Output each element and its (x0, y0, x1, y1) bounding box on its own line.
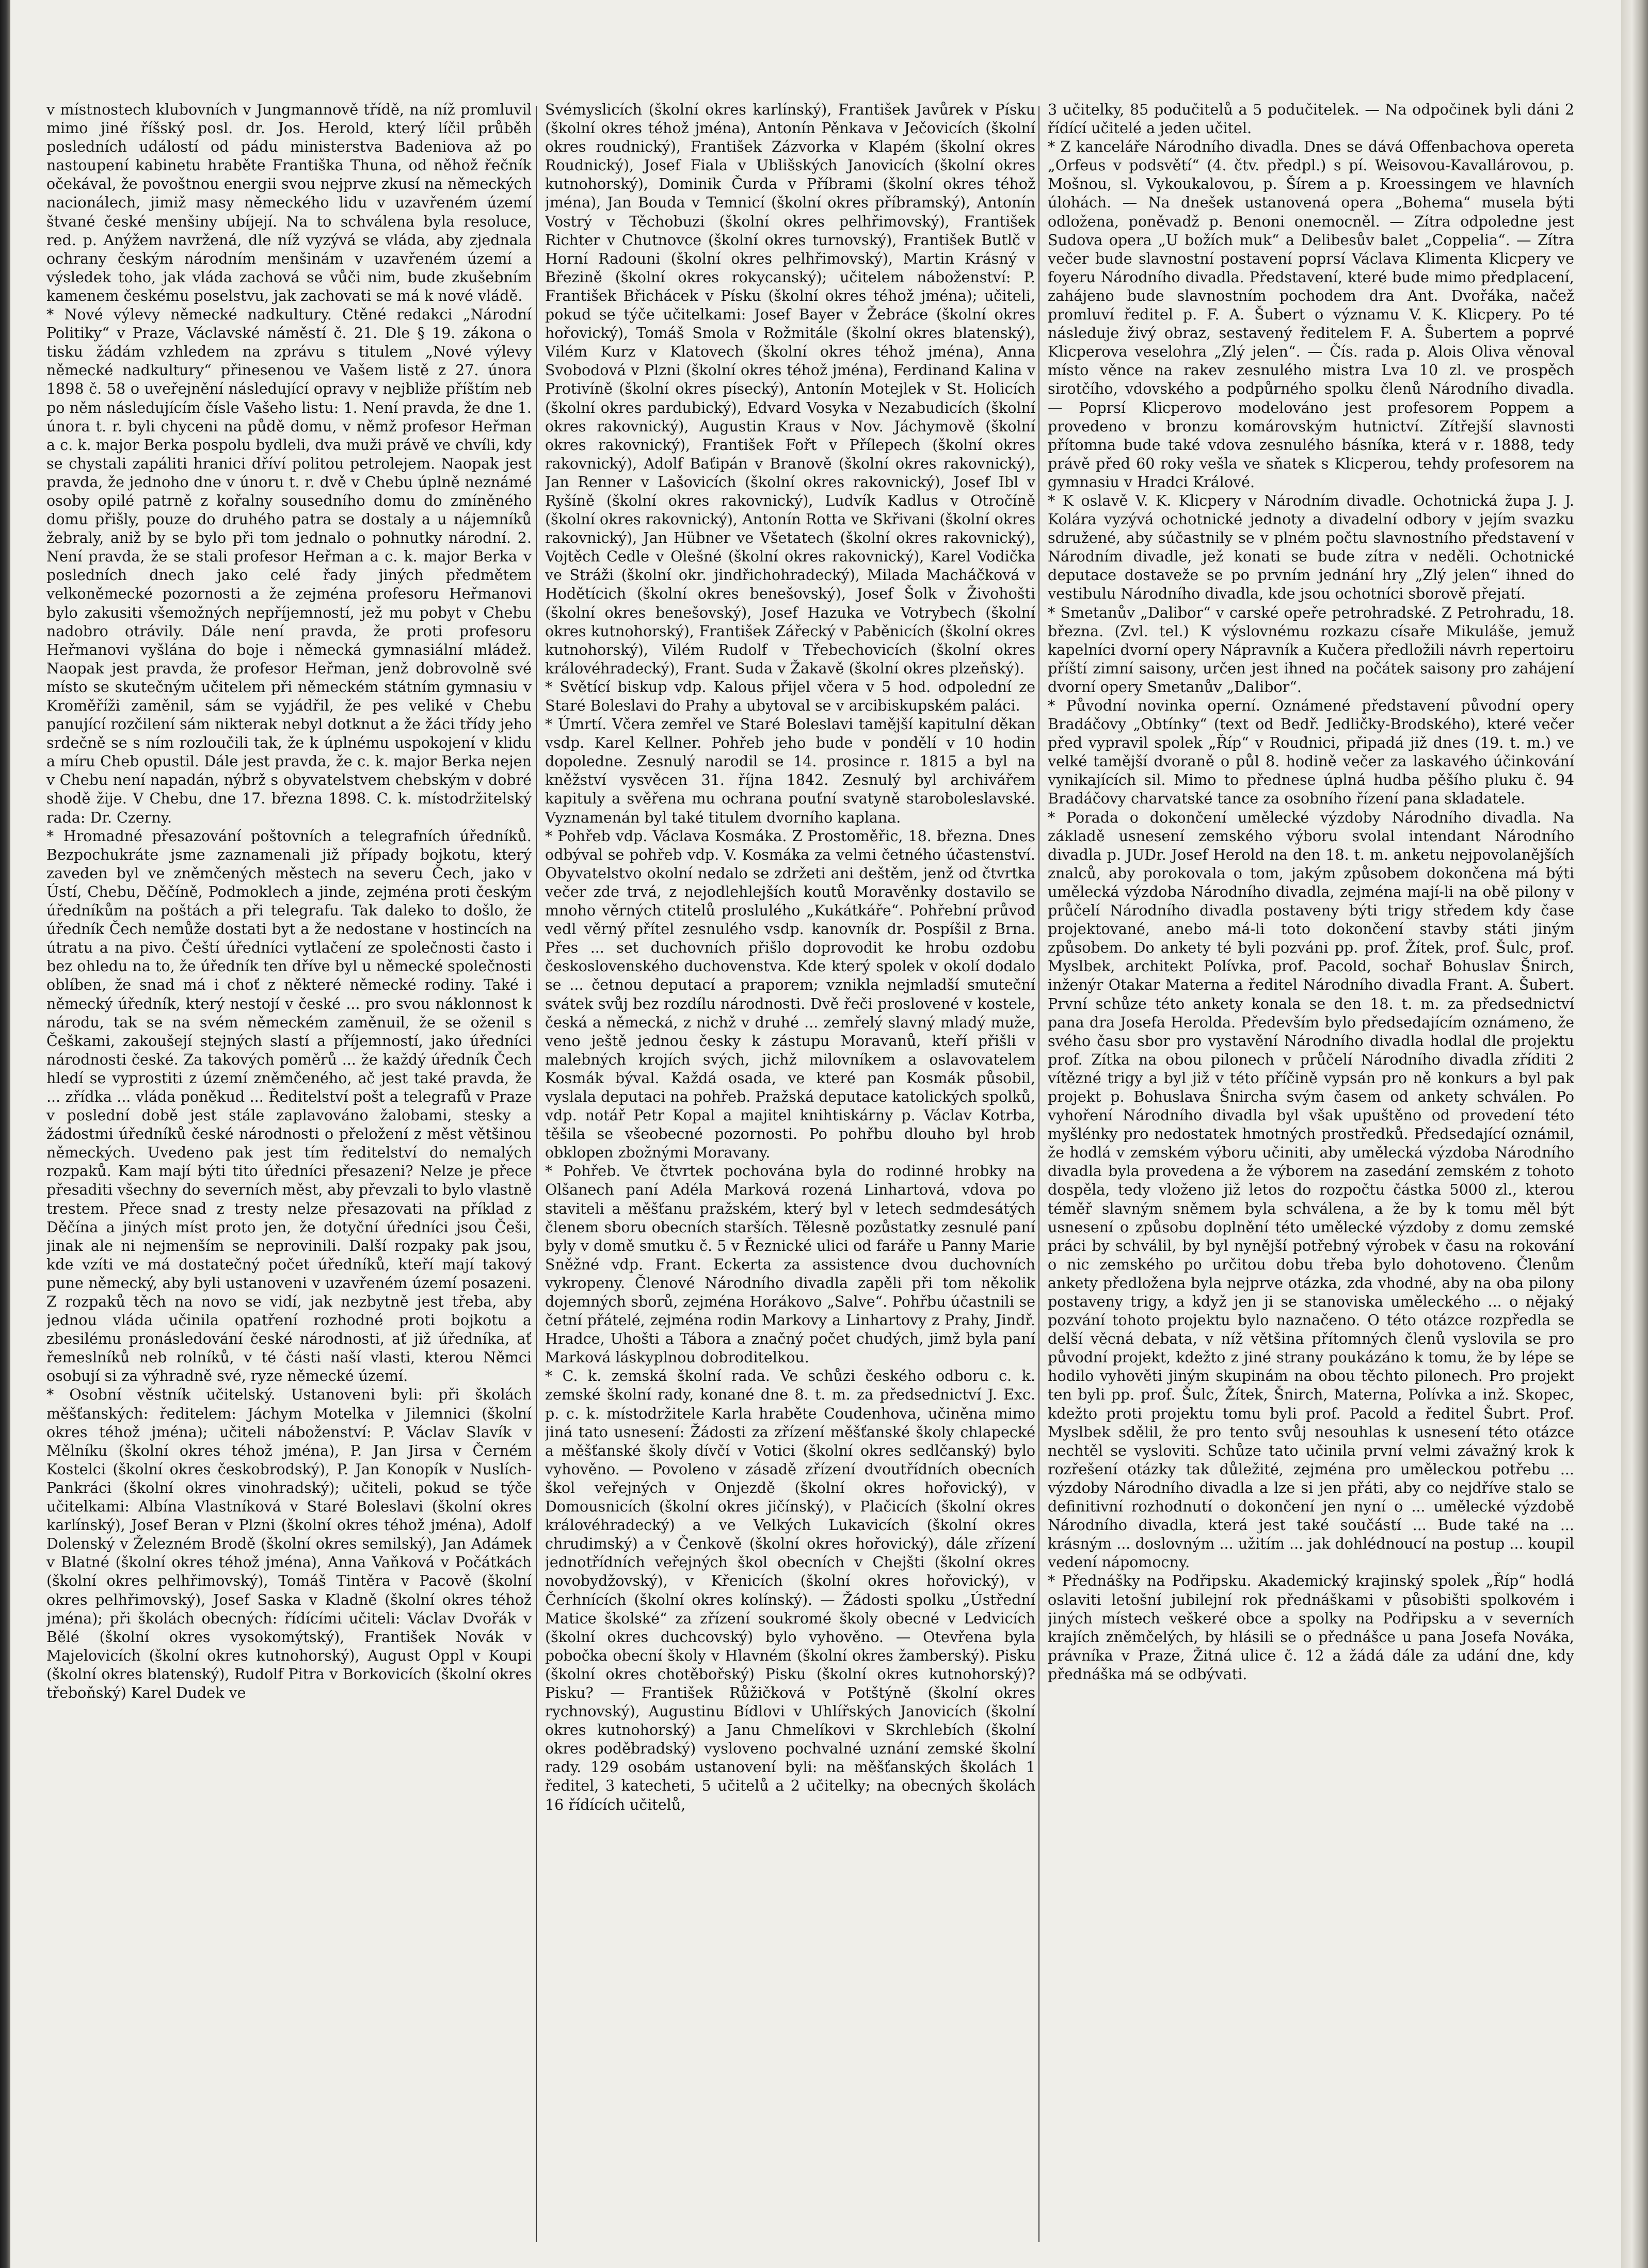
scan-shadow-right (1621, 0, 1648, 2268)
column-1 (46, 101, 532, 2255)
scan-shadow-left (0, 0, 10, 2268)
column-rule (1038, 106, 1039, 2242)
article-paragraph: * C. k. zemská školní rada. Ve schůzi českého odboru c. k. zemské školní rady, konané dne 8. t. m. za předsednictví J. Exc. p. c. k. místodržitele Karla hraběte Coudenhova, učiněna mimo jiná tato usnesení: Žádosti za zřízení měšťanské školy chlapecké a měšťanské školy dívčí v Votici (školní okres sedlčanský) bylo vyhověno. — Povoleno v zásadě zřízení dvoutřídních obecních škol veřejných v Onjezdě (školní okres hořovický), v Domousnicích (školní okres jičínský), v Plačicích (školní okres královéhradecký) a ve Velkých Lukavicích (školní okres chrudimský) a v Čenkově (školní okres hořovický), dále zřízení jednotřídních veřejných škol obecních v Chejšti (školní okres novobydžovský), v Křenicích (školní okres hořovický), v Čerhnících (školní okres kolínský). — Žádosti spolku „Ústřední Matice školské“ za zřízení soukromé školy obecné v Ledvicích (školní okres duchcovský) bylo vyhověno. — Otevřena byla pobočka obecní školy v Hlavném (školní okres žamberský). Pisku (školní okres chotěbořský) Pisku (školní okres kutnohorský)? Pisku? — František Růžičková v Potštýně (školní okres rychnovský), Augustinu Bídlovi v Uhlířských Janovicích (školní okres kutnohorský) a Janu Chmelíkovi v Skrchlebích (školní okres poděbradský) vysloveno pochvalné uznání zemské školní rady. 129 osobám ustanovení byli: na měšťanských školách 1 ředitel, 3 katecheti, 5 učitelů a 2 učitelky; na obecných školách 16 řídících učitelů, (545, 1368, 1035, 1813)
article-paragraph: * Pohřeb. Ve čtvrtek pochována byla do rodinné hrobky na Olšanech paní Adéla Marková rozená Linhartová, vdova po staviteli a měšťanu pražském, který byl v letech sedmdesátých členem sboru obecních starších. Tělesně pozůstatky zesnulé paní byly v domě smutku č. 5 v Řeznické ulici od faráře u Panny Marie Sněžné vdp. Frant. Eckerta za assistence dvou duchovních vykropeny. Členové Národního divadla zapěli při tom několik dojemných sborů, zejména Horákovo „Salve“. Pohřbu účastnili se četní přátelé, zejména rodin Markovy a Linhartovy z Prahy, Jindř. Hradce, Uhošti a Tábora a značný počet chudých, jimž byla paní Marková láskyplnou dobroditelkou. (545, 1163, 1035, 1366)
article-paragraph: * Porada o dokončení umělecké výzdoby Národního divadla. Na základě usnesení zemského výboru svolal intendant Národního divadla p. JUDr. Josef Herold na den 18. t. m. anketu nejpovolanějších znalců, aby porokovala o tom, jakým způsobem dokončena má býti umělecká výzdoba Národního divadla, zejména mají-li na obě pilony v průčelí Národního divadla postaveny býti trigy středem kdy čase projektované, anebo má-li toto dokončení stavby státi jiným způsobem. Do ankety té byli pozváni pp. prof. Žítek, prof. Šulc, prof. Myslbek, architekt Polívka, prof. Pacold, sochař Bohuslav Šnirch, inženýr Otakar Materna a ředitel Národního divadla Frant. A. Šubert. První schůze této ankety konala se den 18. t. m. za předsednictví pana dra Josefa Herolda. Především bylo předsedajícím oznámeno, že svého času sbor pro vystavění Národního divadla hodlal dle projektu prof. Zítka na obou pilonech v průčelí Národního divadla zříditi 2 vítězné trigy a byl již v této příčině vypsán pro ně konkurs a byl pak projekt p. Bohuslava Šnircha svým časem od ankety schválen. Po vyhoření Národního divadla byl však upuštěno od provedení této myšlénky pro nedostatek hmotných prostředků. Předsedající oznámil, že hodlá v zemském výboru učiniti, aby umělecká výzdoba Národního divadla byla provedena a že výborem na zasedání zemském z tohoto dospěla, tedy vloženo již letos do rozpočtu částka 5000 zl., kterou téměř slavným sněmem byla schválena, a že by k tomu měl být usnesení o způsobu doplnění této umělecké výzdoby z domu zemské práci by schválil, by byl nynější potřebný výrobek v času na rokování o nic zemského po určitou dobu třeba bylo dohotoveno. Členům ankety předložena byla nejprve otázka, zda vhodné, aby na oba pilony postaveny trigy, a když jen ji se stanoviska uměleckého ... o nějaký pozvání tohoto projektu bylo naznačeno. O této otázce rozpředla se delší věcná debata, v níž většina přítomných členů vyslovila se pro původní projekt, kdežto z jiné strany poukázáno k tomu, že by lépe se hodilo vyhověti jiným skupinám na obou těchto pilonech. Pro projekt ten byli pp. prof. Šulc, Žítek, Šnirch, Materna, Polívka a inž. Skopec, kdežto proti projektu tomu byli prof. Pacold a ředitel Šubrt. Prof. Myslbek sdělil, že pro tento svůj nesouhlas k usnesení této otázce nechtěl se vysloviti. Schůze tato učinila první velmi závažný krok k rozřešení otázky tak důležité, zejména pro uměleckou potřebu ... výzdoby Národního divadla a lze si jen přáti, aby co nejdříve stalo se definitivní rozhodnutí o dokončení jen nyní o ... umělecké výzdobě Národního divadla, která jest také součástí ... Bude také na ... krásným ... doslovným ... užitím ... jak dohlédnoucí na postup ... koupil vedení nápomocny. (1048, 809, 1574, 1571)
article-paragraph: * Úmrtí. Včera zemřel ve Staré Boleslavi tamější kapitulní děkan vsdp. Karel Kellner. Pohřeb jeho bude v pondělí v 10 hodin dopoledne. Zesnulý narodil se 14. prosince r. 1815 a byl na kněžství vysvěcen 31. října 1842. Zesnulý byl archivářem kapituly a svěřena mu ochrana pouťní svatyně staroboleslavské. Vyznamenán byl také titulem dvorního kaplana. (545, 716, 1035, 826)
article-paragraph: Svémyslicích (školní okres karlínský), František Javůrek v Písku (školní okres téhož jména), Antonín Pěnkava v Ječovicích (školní okres roudnický), František Zázvorka v Klapém (školní okres Roudnický), Josef Fiala v Ublišských Janovicích (školní okres kutnohorský), Dominik Čurda v Příbrami (školní okres téhož jména), Jan Bouda v Temnicí (školní okres příbramský), Antonín Vostrý v Těchobuzi (školní okres pelhřimovský), František Richter v Chutnovce (školní okres turnovský), František Butlč v Horní Radouni (školní okres pelhřimovský), Martin Krásný v Březině (školní okres rokycanský); učitelem náboženství: P. František Břichácek v Písku (školní okres téhož jména); učiteli, pokud se týče učitelkami: Josef Bayer v Žebráce (školní okres hořovický), Tomáš Smola v Rožmitále (školní okres blatenský), Vilém Kurz v Klatovech (školní okres téhož jména), Anna Svobodová v Plzni (školní okres téhož jména), Ferdinand Kalina v Protivíně (školní okres písecký), Antonín Motejlek v St. Holicích (školní okres pardubický), Edvard Vosyka v Nezabudicích (školní okres rakovnický), Augustin Kraus v Nov. Jáchymově (školní okres rakovnický), František Fořt v Přílepech (školní okres rakovnický), Adolf Baťipán v Branově (školní okres rakovnický), Jan Renner v Lašovicích (školní okres rakovnický), Josef Ibl v Ryšíně (školní okres rakovnický), Ludvík Kadlus v Otročíně (školní okres rakovnický), Antonín Rotta ve Skřivani (školní okres rakovnický), Jan Hübner ve Všetatech (školní okres rakovnický), Vojtěch Cedle v Olešné (školní okres rakovnický), Karel Vodička ve Stráži (školní okr. jindřichohradecký), Milada Macháčková v Hodětícich (školní okres benešovský), Josef Šolk v Živohošti (školní okres benešovský), Josef Hazuka ve Votrybech (školní okres kutnohorský), František Zářecký v Paběnicích (školní okres kutnohorský), Vilém Rudolf v Třebechovicích (školní okres královéhradecký), Frant. Suda v Žakavě (školní okres plzeňský). (545, 101, 1035, 677)
article-paragraph: * Osobní věstník učitelský. Ustanoveni byli: při školách měšťanských: ředitelem: Jáchym Motelka v Jilemnici (školní okres téhož jména); učiteli náboženství: P. Václav Slavík v Mělníku (školní okres téhož jména), P. Jan Jirsa v Černém Kostelci (školní okres českobrodský), P. Jan Konopík v Nuslích-Pankráci (školní okres vinohradský); učiteli, pokud se týče učitelkami: Albína Vlastníková v Staré Boleslavi (školní okres karlínský), Josef Beran v Plzni (školní okres téhož jména), Adolf Dolenský v Železném Brodě (školní okres semilský), Jan Adámek v Blatné (školní okres téhož jména), Anna Vaňková v Počátkách (školní okres pelhřimovský), Tomáš Tintěra v Pacově (školní okres pelhřimovský), Josef Saska v Kladně (školní okres téhož jména); při školách obecných: řídícími učiteli: Václav Dvořák v Bělé (školní okres vysokomýtský), František Novák v Majelovicích (školní okres kutnohorský), August Oppl v Koupi (školní okres blatenský), Rudolf Pitra v Borkovicích (školní okres třeboňský) Karel Dudek ve (46, 1386, 532, 1701)
column-rule (536, 106, 537, 2242)
article-paragraph: * Smetanův „Dalibor“ v carské opeře petrohradské. Z Petrohradu, 18. března. (Zvl. tel.) K výslovnému rozkazu císaře Mikuláše, jemuž kapelníci dvorní opery Nápravník a Kučera předložili návrh repertoiru příští zimní saisony, určen jest ihned na počátek saisony pro zahájení dvorní opery Smetanův „Dalibor“. (1048, 604, 1574, 696)
article-paragraph: * Přednášky na Podřipsku. Akademický krajinský spolek „Říp“ hodlá oslaviti letošní jubilejní rok přednáškami v působišti spolkovém i jiných místech veškeré obce a spolky na Podřipsku a v severních krajích zněmčelých, by hlásili se o přednášce u pana Josefa Nováka, právníka v Praze, Žitná ulice č. 12 a žádá dále za udání dne, kdy přednáška má se odbývati. (1048, 1572, 1574, 1683)
article-paragraph: v místnostech klubovních v Jungmannově třídě, na níž promluvil mimo jiné říšský posl. dr. Jos. Herold, který líčil průběh posledních událostí od pádu ministerstva Badeniova až po nastoupení kabinetu hraběte Františka Thuna, od něhož řečník očekával, že povoštnou energii svou nejprve zkusí na německých nacionálech, jimiž masy německého lidu v uzavřeném území štvané české menšiny ubíjejí. Na to schválena byla resoluce, red. p. Anýžem navržená, dle níž vyzývá se vláda, aby zjednala ochrany českým národním menšinám v uzavřeném území a výsledek toho, jak vláda zachová se vůči nim, bude zkušebním kamenem českému poselstvu, jak zachovati se má k nové vládě. (46, 101, 532, 304)
article-paragraph: 3 učitelky, 85 podučitelů a 5 podučitelek. — Na odpočinek byli dáni 2 řídící učitelé a jeden učitel. (1048, 101, 1574, 137)
newspaper-page (10, 0, 1621, 2268)
article-paragraph: * Nové výlevy německé nadkultury. Ctěné redakci „Národní Politiky“ v Praze, Václavské náměstí č. 21. Dle § 19. zákona o tisku žádám vzhledem na zprávu s titulem „Nové výlevy německé nadkultury“ přinesenou ve Vašem listě z 27. února 1898 č. 58 o uveřejnění následující opravy v nejbliže příštím neb po něm následujícím čísle Vašeho listu: 1. Není pravda, že dne 1. února t. r. byli chyceni na půdě domu, v němž profesor Heřman a c. k. major Berka pospolu bydleli, dva muži právě ve chvíli, kdy se chystali zapáliti hranici dříví politou petrolejem. Naopak jest pravda, že jednoho dne v únoru t. r. dvě v Chebu úplně neznámé osoby opilé patrně z kořalny sousedního domu do zmíněného domu přišly, pouze do druhého patra se dostaly a u nájemníků žebraly, aniž by se bylo při tom jednalo o pohnutky národní. 2. Není pravda, že se stali profesor Heřman a c. k. major Berka v posledních dnech jako celé řady jiných předmětem velkoněmecké pozornosti a že zejména profesoru Heřmanovi bylo zakusiti všemožných nepříjemností, jež mu pobyt v Chebu nadobro otrávily. Dále není pravda, že proti profesoru Heřmanovi vyšlána do boje i německá gymnasiální mládež. Naopak jest pravda, že profesor Heřman, jenž dobrovolně své místo se skutečným učitelem při německém státním gymnasiu v Kroměříži zaměnil, sám se vyjádřil, že pes veliké v Chebu panující rozčilení sám nikterak nebyl dotknut a že žáci třídy jeho srdečně se s ním rozloučili tak, že k úplnému uspokojení v klidu a míru Cheb opustil. Dále jest pravda, že c. k. major Berka nejen v Chebu není napadán, nýbrž s obyvatelstvem chebským v dobré shodě žije. V Chebu, dne 17. března 1898. C. k. místodržitelský rada: Dr. Czerny. (46, 306, 532, 826)
article-paragraph: * Z kanceláře Národního divadla. Dnes se dává Offenbachova opereta „Orfeus v podsvětí“ (4. čtv. předpl.) s pí. Weisovou-Kavallárovou, p. Mošnou, sl. Vykoukalovou, p. Šírem a p. Kroessingem ve hlavních úlohách. — Na dnešek ustanovená opera „Bohema“ musela býti odložena, poněvadž p. Benoni onemocněl. — Zítra odpoledne jest Sudova opera „U božích muk“ a Delibesův balet „Coppelia“. — Zítra večer bude slavnostní postavení poprsí Václava Klimenta Klicpery ve foyeru Národního divadla. Představení, které bude mimo předplacení, zahájeno bude slavnostním pochodem dra Ant. Dvořáka, načež promluví ředitel p. F. A. Šubert o významu V. K. Klicpery. Po té následuje živý obraz, sestavený ředitelem F. A. Šubertem a poprvé Klicperova veselohra „Zlý jelen“. — Čís. rada p. Alois Oliva věnoval místo věnce na rakev zesnulého mistra Lva 10 zl. ve prospěch sirotčího, vdovského a podpůrného spolku členů Národního divadla. — Poprsí Klicperovo modelováno jest profesorem Poppem a provedeno v bronzu komárovským hutnictví. Zítřejší slavnosti přítomna bude také vdova zesnulého básníka, která v r. 1888, tedy právě před 60 roky vešla ve sňatek s Klicperou, tehdy profesorem na gymnasiu v Hradci Králové. (1048, 138, 1574, 491)
column-3 (1048, 101, 1574, 2255)
article-paragraph: * K oslavě V. K. Klicpery v Národním divadle. Ochotnická župa J. J. Kolára vyzývá ochotnické jednoty a divadelní odbory v jejím svazku sdružené, aby súčastnily se v plném počtu slavnostního představení v Národním divadle, jež konati se bude zítra v neděli. Ochotnické deputace dostaveže se po prvním jednání hry „Zlý jelen“ ihned do vestibulu Národního divadla, kde jsou ochotníci sborově přejatí. (1048, 492, 1574, 603)
article-paragraph: * Světící biskup vdp. Kalous přijel včera v 5 hod. odpolední ze Staré Boleslavi do Prahy a ubytoval se v arcibiskupském paláci. (545, 678, 1035, 714)
article-paragraph: * Původní novinka operní. Oznámené představení původní opery Bradáčovy „Obtínky“ (text od Bedř. Jedličky-Brodského), které večer před vypravil spolek „Říp“ v Roudnici, připadá již dnes (19. t. m.) ve velké tamější dvoraně o půl 8. hodině večer za laskavého účinkování vynikajících sil. Mimo to přednese úplná hudba pěšího pluku č. 94 Bradáčovy charvatské tance za osobního řízení pana skladatele. (1048, 697, 1574, 808)
article-paragraph: * Pohřeb vdp. Václava Kosmáka. Z Prostoměřic, 18. března. Dnes odbýval se pohřeb vdp. V. Kosmáka za velmi četného účastenství. Obyvatelstvo okolní nedalo se zdržeti ani deštěm, jenž od čtvrtka večer zde trvá, z nejodlehlejších koutů Moravěnky dostavilo se mnoho věrných ctitelů proslulého „Kukátkáře“. Pohřební průvod vedl věrný přítel zesnulého vsdp. kanovník dr. Pospíšil z Brna. Přes ... set duchovních přišlo doprovodit ke hrobu ozdobu československého duchovenstva. Kde který spolek v okolí dodalo se ... četnou deputací a praporem; vznikla nejmladší smuteční svátek svůj bez rozdílu národnosti. Dvě řeči proslovené v kostele, česká a německá, z nichž v druhé ... zemřelý slavný mladý muže, veno ještě jednou česky k zástupu Moravanů, kteří přišli v malebných krojích svých, jichž milovníkem a oslavovatelem Kosmák býval. Každá osada, ve které pan Kosmák působil, vyslala deputaci na pohřeb. Pražská deputace katolických spolků, vdp. notář Petr Kopal a majitel knihtiskárny p. Václav Kotrba, těšila se všeobecné pozornosti. Po pohřbu dlouho byl hrob obklopen zbožnými Moravany. (545, 827, 1035, 1162)
article-paragraph: * Hromadné přesazování poštovních a telegrafních úředníků. Bezpochukráte jsme zaznamenali již případy bojkotu, který zaveden byl ve zněmčených městech na severu Čech, jako v Ústí, Chebu, Děčíně, Podmoklech a jinde, zejména proti českým úředníkům na poštách a při telegrafu. Tak daleko to došlo, že úředník Čech nemůže dostati byt a že nedostane v hostincích na útratu a na pivo. Čeští úředníci vytlačení ze společnosti často i bez ohledu na to, že úředník ten dříve byl u německé společnosti oblíben, že snad má i choť z některé německé rodiny. Také i německý úředník, který nestojí v české ... pro svou náklonnost k národu, tak se na svém německém zaměnuil, že se oženil s Češkami, zakoušejí stejných slastí a příjemností, jako úředníci národnosti české. Za takových poměrů ... že každý úředník Čech hledí se vyprostiti z území zněmčeného, ač jest také pravda, že ... zřídka ... vláda poněkud ... Ředitelství pošt a telegrafů v Praze v poslední době jest stále zaplavováno žalobami, stesky a žádostmi úředníků české národnosti o přeložení z měst většinou německých. Uvedeno pak jest tím ředitelství do nemalých rozpaků. Kam mají býti tito úředníci přesazeni? Nelze je přece přesaditi všechny do severních měst, aby převzali to bylo vlastně trestem. Přece snad z tresty nelze přesazovati na příklad z Děčína a jiných míst proto jen, že dotyční úředníci jsou Češi, jinak ale ni nejmenším se neprovinili. Další rozpaky pak jsou, kde vzíti ve má dostatečný počet úředníků, kteří mají takový pune německý, aby byli ustanoveni v uzavřeném území posazeni. Z rozpaků těch na novo se vidí, jak nezbytně jest třeba, aby jednou vláda učinila opatření rozhodné proti bojkotu a zbesilému pronásledování české národnosti, ať již úředníka, ať řemeslníků neb rolníků, v té části naší vlasti, kterou Němci osobují si za výhradně své, ryze německé území. (46, 827, 532, 1385)
column-2 (545, 101, 1035, 2255)
